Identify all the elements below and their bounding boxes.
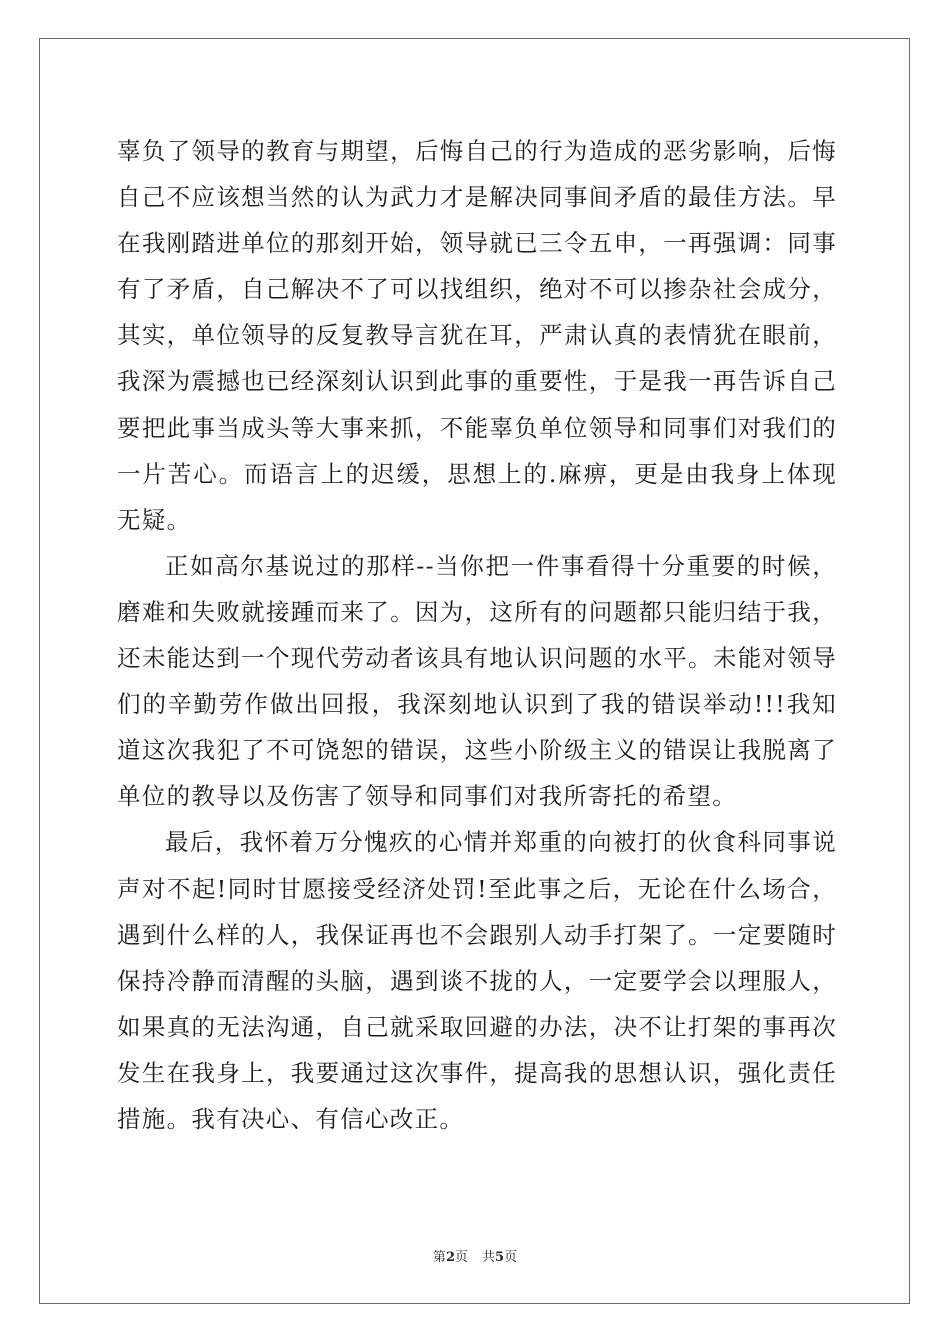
page-prefix: 第 <box>432 1250 446 1265</box>
document-body <box>117 128 837 1142</box>
page-suffix: 页 <box>454 1250 468 1265</box>
total-prefix: 共 <box>482 1250 496 1265</box>
total-pages: 5 <box>495 1250 505 1265</box>
total-suffix: 页 <box>504 1250 518 1265</box>
paragraph-2: 正如高尔基说过的那样--当你把一件事看得十分重要的时候，磨难和失败就接踵而来了。因为，这所有的问题都只能归结于我，还未能达到一个现代劳动者该具有地认识问题的水平。未能对领导们的辛勤劳作做出回报，我深刻地认识到了我的错误举动!!!我知道这次我犯了不可饶恕的错误，这些小阶级主义的错误让我脱离了单位的教导以及伤害了领导和同事们对我所寄托的希望。 <box>117 551 837 811</box>
paragraph-3: 最后，我怀着万分愧疚的心情并郑重的向被打的伙食科同事说声对不起!同时甘愿接受经济处罚!至此事之后，无论在什么场合，遇到什么样的人，我保证再也不会跟别人动手打架了。一定要随时保持冷静而清醒的头脑，遇到谈不拢的人，一定要学会以理服人，如果真的无法沟通，自己就采取回避的办法，决不让打架的事再次发生在我身上，我要通过这次事件，提高我的思想认识，强化责任措施。我有决心、有信心改正。 <box>117 828 837 1133</box>
page-number: 2 <box>445 1250 455 1265</box>
page-footer <box>0 1246 950 1265</box>
paragraph-1: 辜负了领导的教育与期望，后悔自己的行为造成的恶劣影响，后悔自己不应该想当然的认为武力才是解决同事间矛盾的最佳方法。早在我刚踏进单位的那刻开始，领导就已三令五申，一再强调：同事有了矛盾，自己解决不了可以找组织，绝对不可以掺杂社会成分，其实，单位领导的反复教导言犹在耳，严肃认真的表情犹在眼前，我深为震撼也已经深刻认识到此事的重要性，于是我一再告诉自己要把此事当成头等大事来抓，不能辜负单位领导和同事们对我们的一片苦心。而语言上的迟缓，思想上的.麻痹，更是由我身上体现无疑。 <box>117 137 837 534</box>
